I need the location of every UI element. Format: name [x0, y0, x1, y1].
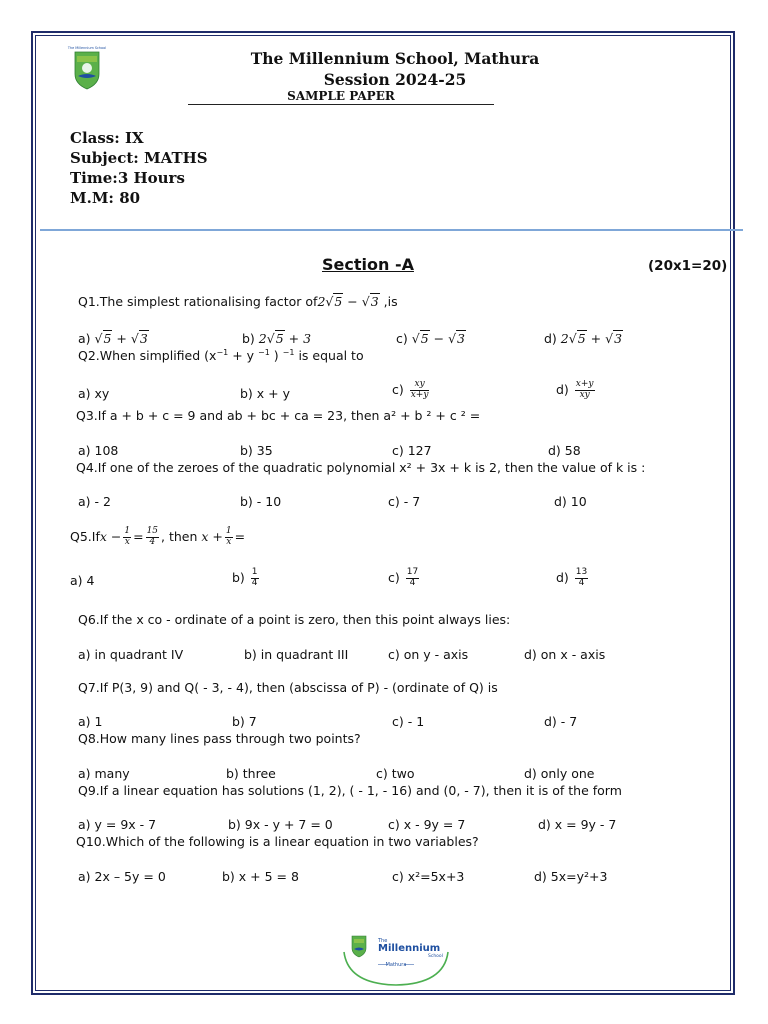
option-c: c) 127 — [392, 443, 432, 458]
option-d: d) 58 — [548, 443, 581, 458]
section-title: Section -A — [322, 255, 414, 274]
option-d: d) on x - axis — [524, 647, 606, 662]
option-c: c) √5 − √3 — [396, 331, 465, 346]
time-label: Time:3 Hours — [70, 169, 185, 187]
school-name: The Millennium School, Mathura — [250, 49, 540, 68]
footer-logo-line1: The — [378, 938, 388, 944]
option-d: d) - 7 — [544, 714, 578, 729]
option-b: b) x + 5 = 8 — [222, 869, 299, 884]
footer-logo-icon — [340, 930, 452, 986]
question-5-text: Q5.If — [70, 528, 100, 544]
option-b: b) - 10 — [240, 494, 282, 509]
option-b: b) three — [226, 766, 276, 781]
option-a: a) many — [78, 766, 130, 781]
option-a: a) 108 — [78, 443, 119, 458]
question-4: Q4.If one of the zeroes of the quadratic polynomial x² + 3x + k is 2, then the value of k is : — [76, 460, 646, 475]
option-b: b) 35 — [240, 443, 273, 458]
question-1-text: Q1.The simplest rationalising factor of — [78, 294, 318, 309]
option-c: c) on y - axis — [388, 647, 469, 662]
question-7: Q7.If P(3, 9) and Q( - 3, - 4), then (abscissa of P) - (ordinate of Q) is — [78, 680, 498, 695]
option-d: d) $\frac{13}{4}$ — [556, 567, 588, 588]
option-a: a) √5 + √3 — [78, 331, 148, 346]
question-6: Q6.If the x co - ordinate of a point is zero, then this point always lies: — [78, 612, 511, 627]
question-2-tail: is equal to — [298, 348, 364, 364]
question-10: Q10.Which of the following is a linear equation in two variables? — [76, 834, 479, 849]
option-b: b) x + y — [240, 386, 290, 401]
question-5-mid: , then — [161, 528, 198, 544]
session-title: Session 2024-25 — [323, 70, 467, 89]
option-a: a) 1 — [78, 714, 103, 729]
footer-logo-line3: School — [428, 954, 443, 959]
option-c: c) two — [376, 766, 415, 781]
option-d: d) 5x=y²+3 — [534, 869, 608, 884]
question-3: Q3.If a + b + c = 9 and ab + bc + ca = 23, then a² + b ² + c ² = — [76, 408, 481, 423]
question-1-tail: ,is — [383, 294, 398, 309]
paper-type: SAMPLE PAPER — [188, 89, 494, 105]
option-d: d) $\frac{x+y}{xy}$ — [556, 379, 594, 400]
option-c: c) - 7 — [388, 494, 421, 509]
max-marks-label: M.M: 80 — [70, 189, 141, 207]
option-d: d) x = 9y - 7 — [538, 817, 617, 832]
separator-line — [40, 229, 743, 231]
option-d: d) only one — [524, 766, 595, 781]
logo-top-text: The Millennium School — [67, 46, 107, 50]
section-marks: (20x1=20) — [648, 258, 728, 274]
option-a: a) 4 — [70, 573, 95, 588]
option-c: c) $\frac{xy}{x+y}$ — [392, 379, 429, 400]
option-a: a) in quadrant IV — [78, 647, 184, 662]
option-d: d) 2√5 + √3 — [544, 331, 623, 346]
option-b: b) 7 — [232, 714, 257, 729]
footer-logo-line2: Millennium — [378, 943, 441, 954]
footer-logo-line4: Mathura — [385, 962, 407, 968]
question-5: Q5.Ifx − $\frac{1}{x}$ = $\frac{15}{4}$ , then x + $\frac{1}{x}$ = — [70, 526, 246, 547]
question-2-text: Q2.When simplified — [78, 348, 201, 364]
option-c: c) $\frac{17}{4}$ — [388, 567, 419, 588]
option-c: c) x - 9y = 7 — [388, 817, 466, 832]
option-d: d) 10 — [554, 494, 587, 509]
option-a: a) 2x – 5y = 0 — [78, 869, 166, 884]
question-1: Q1.The simplest rationalising factor of2√5 − √3 ,is — [78, 294, 398, 309]
option-b: b) in quadrant III — [244, 647, 349, 662]
option-a: a) - 2 — [78, 494, 111, 509]
question-9: Q9.If a linear equation has solutions (1, 2), ( - 1, - 16) and (0, - 7), then it is of the form — [78, 783, 622, 798]
question-8: Q8.How many lines pass through two points? — [78, 731, 361, 746]
option-b: b) $\frac{1}{4}$ — [232, 567, 258, 588]
option-a: a) xy — [78, 386, 110, 401]
class-label: Class: IX — [70, 129, 144, 147]
option-c: c) x²=5x+3 — [392, 869, 465, 884]
option-b: b) 2√5 + 3 — [242, 331, 312, 346]
subject-label: Subject: MATHS — [70, 149, 208, 167]
option-b: b) 9x - y + 7 = 0 — [228, 817, 333, 832]
question-2: Q2.When simplified ($x^{-1} + y$ $^{-1}$ ) $^{-1}$ is equal to — [78, 348, 364, 364]
school-logo-icon — [67, 44, 107, 90]
option-a: a) y = 9x - 7 — [78, 817, 157, 832]
option-c: c) - 1 — [392, 714, 425, 729]
